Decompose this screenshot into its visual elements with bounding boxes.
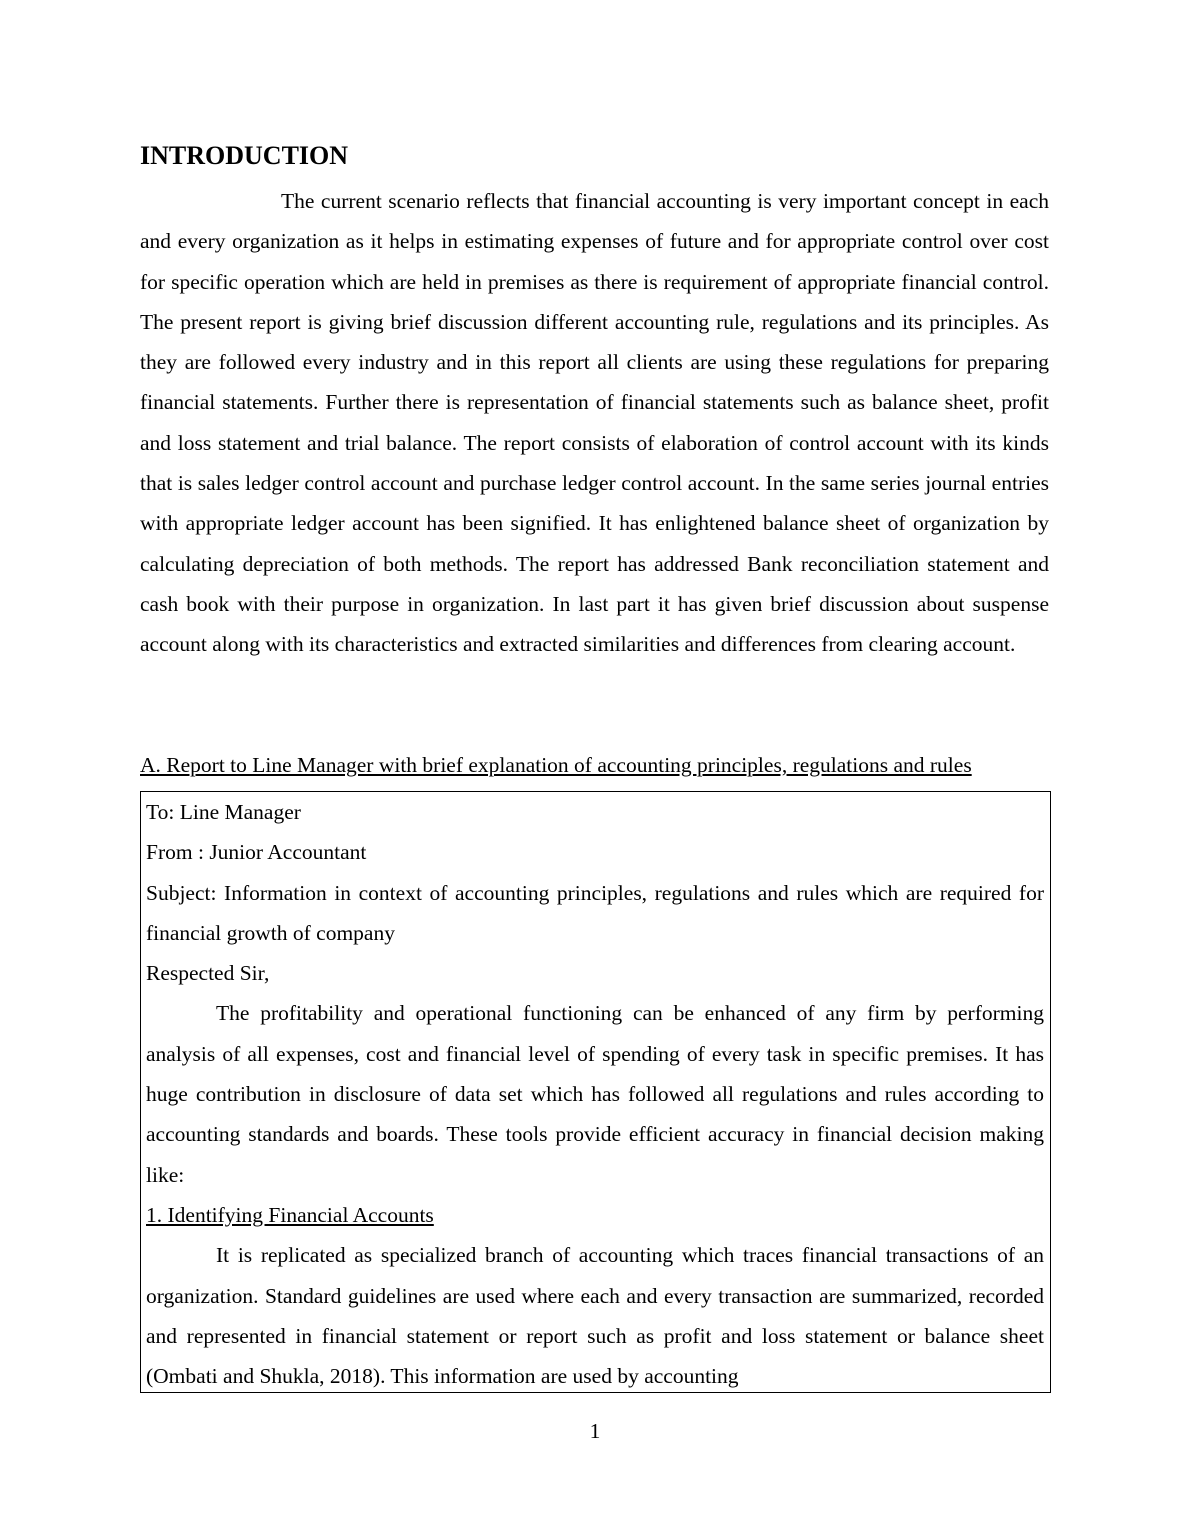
memo-box <box>140 791 1051 1393</box>
page-title: INTRODUCTION <box>140 141 349 170</box>
memo-body-paragraph: The profitability and operational functioning can be enhanced of any firm by performing analysis of all expenses, cost and financial level of spending of every task in specific premises. It has huge contribution in disclosure of data set which has followed all regulations and rules according to accounting standards and boards. These tools provide efficient accuracy in financial decision making like: <box>146 1001 1044 1187</box>
memo-from: From : Junior Accountant <box>146 840 367 865</box>
memo-content <box>146 792 1044 1393</box>
page-number: 1 <box>589 1419 601 1443</box>
intro-paragraph: The current scenario reflects that financial accounting is very important concept in each and every organization as it helps in estimating expenses of future and for appropriate control over cost for specific operation which are held in premises as there is requirement of appropriate financial control. The present report is giving brief discussion different accounting rule, regulations and its principles. As they are followed every industry and in this report all clients are using these regulations for preparing financial statements. Further there is representation of financial statements such as balance sheet, profit and loss statement and trial balance. The report consists of elaboration of control account with its kinds that is sales ledger control account and purchase ledger control account. In the same series journal entries with appropriate ledger account has been signified. It has enlightened balance sheet of organization by calculating depreciation of both methods. The report has addressed Bank reconciliation statement and cash book with their purpose in organization. In last part it has given brief discussion about suspense account along with its characteristics and extracted similarities and differences from clearing account. <box>140 189 1049 657</box>
memo-subject: Subject: Information in context of accounting principles, regulations and rules which are required for financial growth of company <box>146 880 1044 945</box>
section-a-heading: A. Report to Line Manager with brief explanation of accounting principles, regulations and rules <box>140 753 972 777</box>
memo-salutation: Respected Sir, <box>146 961 270 986</box>
memo-to: To: Line Manager <box>146 800 301 824</box>
memo-subheading-identifying-financial-accounts: 1. Identifying Financial Accounts <box>146 1202 434 1227</box>
memo-subheading-paragraph: It is replicated as specialized branch of accounting which traces financial transactions of an organization. Standard guidelines are used where each and every transaction are summarized, recorded and represented in financial statement or report such as profit and loss statement or balance sheet (Ombati and Shukla, 2018). This information are used by accounting <box>146 1243 1044 1389</box>
